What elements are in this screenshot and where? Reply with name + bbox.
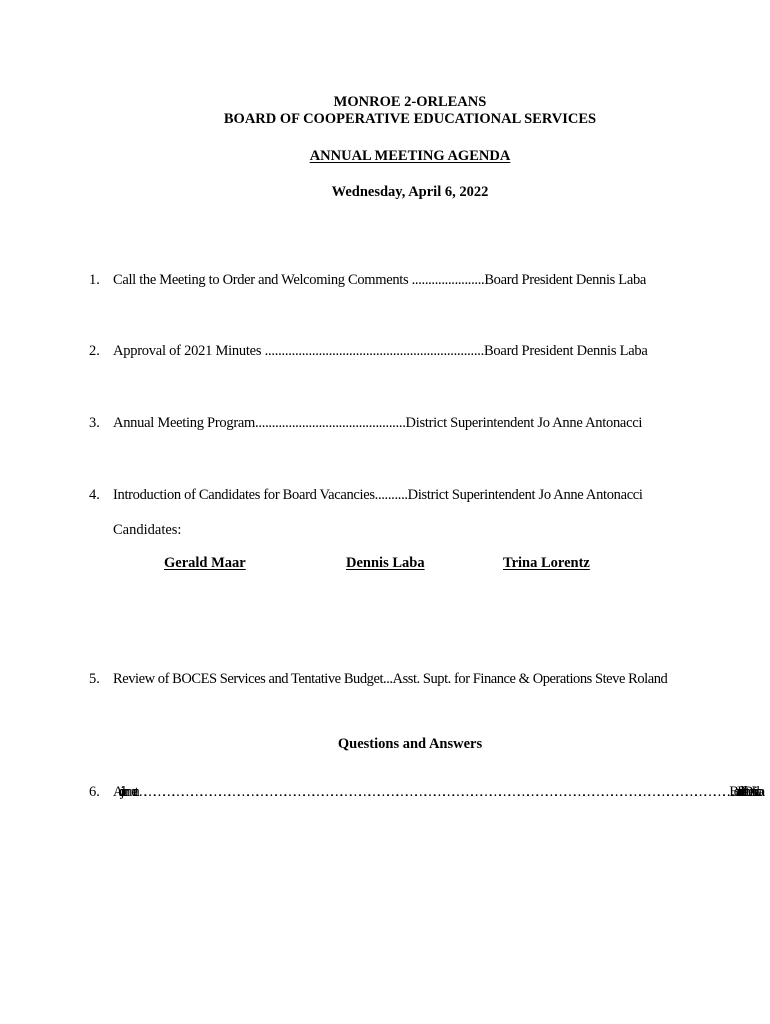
org-name-line2: BOARD OF COOPERATIVE EDUCATIONAL SERVICES <box>223 111 597 127</box>
agenda-title: ANNUAL MEETING AGENDA <box>309 148 511 164</box>
org-name-line1: MONROE 2-ORLEANS <box>333 94 487 110</box>
qa-heading: Questions and Answers <box>337 736 483 752</box>
agenda-item-number: 5. <box>89 671 100 687</box>
agenda-item-text: Review of BOCES Services and Tentative Budget...Asst. Supt. for Finance & Operations Steve Roland <box>113 671 668 687</box>
agenda-item-text: Adjournment………………………………………………………………………………………………………………………………………………………………………….Board President Dennis Laba <box>113 784 760 800</box>
agenda-item-number: 4. <box>89 487 100 503</box>
candidates-label: Candidates: <box>113 522 182 538</box>
agenda-item-number: 1. <box>89 272 100 288</box>
agenda-item-number: 3. <box>89 415 100 431</box>
meeting-date: Wednesday, April 6, 2022 <box>331 184 489 200</box>
agenda-item-number: 6. <box>89 784 100 800</box>
agenda-item-text: Introduction of Candidates for Board Vacancies..........District Superintendent Jo Anne Antonacci <box>113 487 643 503</box>
agenda-item-text: Annual Meeting Program.............................................District Superintendent Jo Anne Antonacci <box>113 415 643 431</box>
agenda-item-number: 2. <box>89 343 100 359</box>
candidate-name: Trina Lorentz <box>503 555 590 571</box>
agenda-item-text: Call the Meeting to Order and Welcoming Comments ......................Board President Dennis Laba <box>113 272 647 288</box>
candidate-name: Dennis Laba <box>346 555 425 571</box>
agenda-item-text: Approval of 2021 Minutes .................................................................Board President Dennis Laba <box>113 343 648 359</box>
candidate-name: Gerald Maar <box>164 555 246 571</box>
